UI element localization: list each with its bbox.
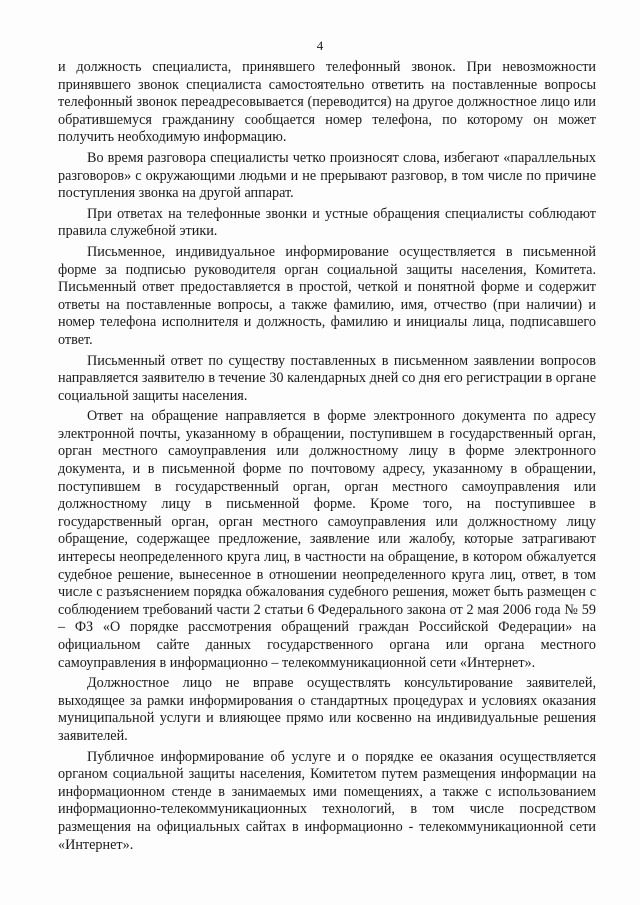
document-body	[58, 59, 596, 857]
paragraph-written-informing: Письменное, индивидуальное информирование осуществляется в письменной форме за подписью руководителя орган социальной защиты населения, Комитета. Письменный ответ предоставляется в простой, четкой и понятной форме и содержит ответы на поставленные вопросы, а также фамилию, имя, отчество (при наличии) и номер телефона исполнителя и должность, фамилию и инициалы лица, подписавшего ответ.	[58, 243, 596, 348]
paragraph-written-reply-deadline: Письменный ответ по существу поставленных в письменном заявлении вопросов направляется заявителю в течение 30 календарных дней со дня его регистрации в органе социальной защиты населения.	[58, 352, 596, 404]
paragraph-ethics: При ответах на телефонные звонки и устные обращения специалисты соблюдают правила служебной этики.	[58, 205, 596, 240]
paragraph-electronic-reply: Ответ на обращение направляется в форме электронного документа по адресу электронной почты, указанному в обращении, поступившем в государственный орган, орган местного самоуправления или должностному лицу в форме электронного документа, и в письменной форме по почтовому адресу, указанному в обращении, поступившем в государственный орган, орган местного самоуправления или должностному лицу в письменной форме. Кроме того, на поступившее в государственный орган, орган местного самоуправления или должностному лицу обращение, содержащее предложение, заявление или жалобу, которые затрагивают интересы неопределенного круга лиц, в частности на обращение, в котором обжалуется судебное решение, вынесенное в отношении неопределенного круга лиц, ответ, в том числе с разъяснением порядка обжалования судебного решения, может быть размещен с соблюдением требований части 2 статьи 6 Федерального закона от 2 мая 2006 года № 59 – ФЗ «О порядке рассмотрения обращений граждан Российской Федерации» на официальном сайте данных государственного органа или органа местного самоуправления в информационно – телекоммуникационной сети «Интернет».	[58, 408, 596, 671]
page-number: 4	[316, 38, 324, 53]
paragraph-public-informing: Публичное информирование об услуге и о порядке ее оказания осуществляется органом социальной защиты населения, Комитетом путем размещения информации на информационном стенде в занимаемых ими помещениях, а также с использованием информационно-телекоммуникационных технологий, в том числе посредством размещения на официальных сайтах в информационно - телекоммуникационной сети «Интернет».	[58, 748, 596, 853]
paragraph-continuation: и должность специалиста, принявшего телефонный звонок. При невозможности принявшего звонок специалиста самостоятельно ответить на поставленные вопросы телефонный звонок переадресовывается (переводится) на другое должностное лицо или обратившемуся гражданину сообщается номер телефона, по которому он может получить необходимую информацию.	[58, 59, 596, 146]
paragraph-conversation-rules: Во время разговора специалисты четко произносят слова, избегают «параллельных разговоров» с окружающими людьми и не прерывают разговор, в том числе по причине поступления звонка на другой аппарат.	[58, 149, 596, 202]
paragraph-consultation-limits: Должностное лицо не вправе осуществлять консультирование заявителей, выходящее за рамки информирования о стандартных процедурах и условиях оказания муниципальной услуги и влияющее прямо или косвенно на индивидуальные решения заявителей.	[58, 675, 596, 744]
